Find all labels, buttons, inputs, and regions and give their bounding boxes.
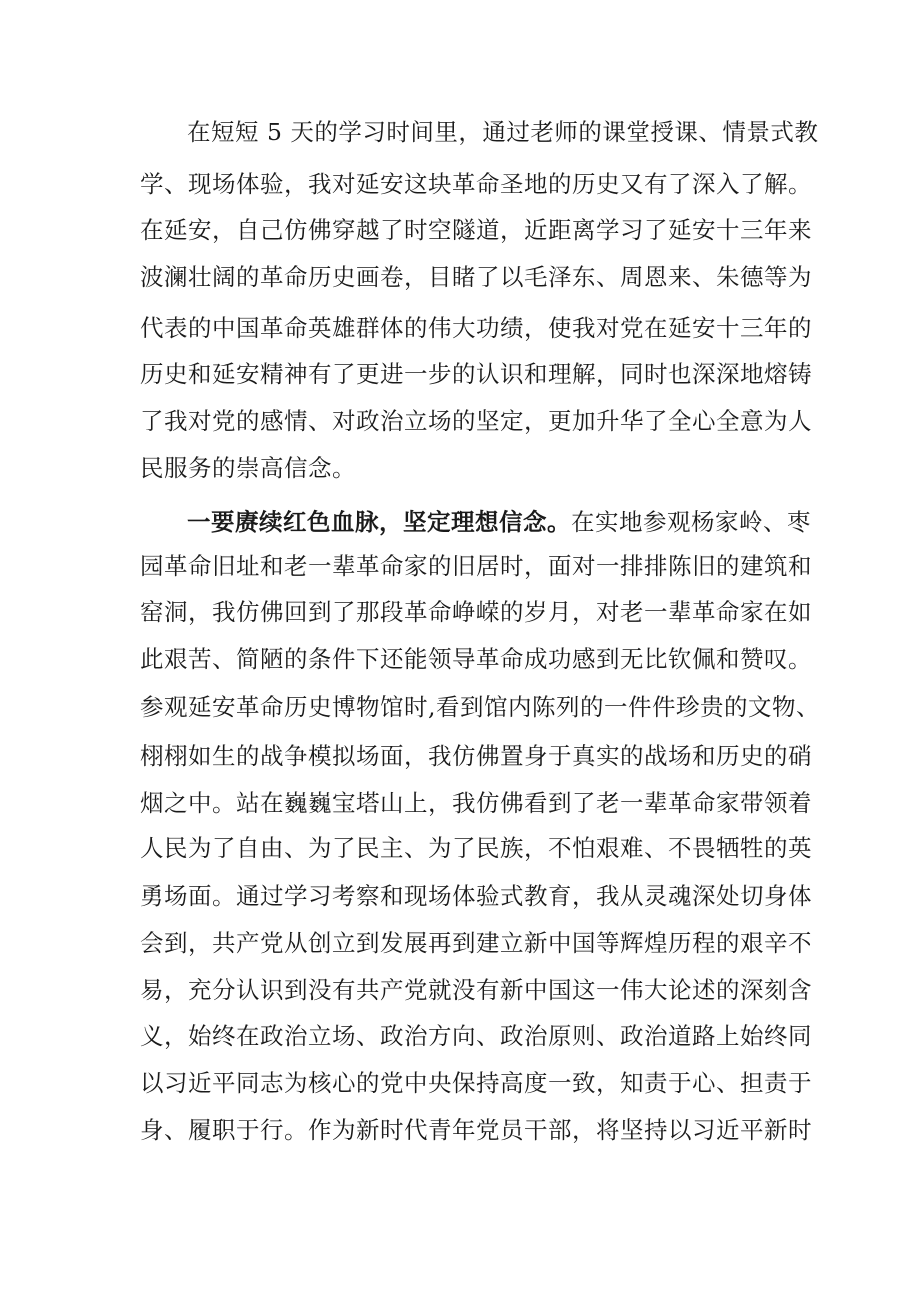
paragraph-2-heading: 一要赓续红色血脉，坚定理想信念。 <box>187 508 571 536</box>
paragraph-2-line-10: 会到，共产党从创立到发展再到建立新中国等辉煌历程的艰辛不 <box>140 929 812 957</box>
paragraph-2-line-12: 义，始终在政治立场、政治方向、政治原则、政治道路上始终同 <box>140 1022 812 1050</box>
paragraph-1-line-3: 在延安，自己仿佛穿越了时空隧道，近距离学习了延安十三年来 <box>140 216 812 244</box>
paragraph-2-line-1-rest: 在实地参观杨家岭、枣 <box>571 508 811 536</box>
paragraph-1-line-5: 代表的中国革命英雄群体的伟大功绩，使我对党在延安十三年的 <box>140 314 812 342</box>
paragraph-1-line-8: 民服务的崇高信念。 <box>140 454 356 482</box>
paragraph-2-line-4: 此艰苦、简陋的条件下还能领导革命成功感到无比钦佩和赞叹。 <box>140 645 812 673</box>
paragraph-2-line-13: 以习近平同志为核心的党中央保持高度一致，知责于心、担责于 <box>140 1069 812 1097</box>
paragraph-1-line-7: 了我对党的感情、对政治立场的坚定，更加升华了全心全意为人 <box>140 407 812 435</box>
paragraph-2-line-3: 窑洞，我仿佛回到了那段革命峥嵘的岁月，对老一辈革命家在如 <box>140 598 812 626</box>
paragraph-2-line-9: 勇场面。通过学习考察和现场体验式教育，我从灵魂深处切身体 <box>140 882 812 910</box>
paragraph-1-line-1: 在短短 5 天的学习时间里，通过老师的课堂授课、情景式教 <box>187 118 819 146</box>
paragraph-1-line-2: 学、现场体验，我对延安这块革命圣地的历史又有了深入了解。 <box>140 170 812 198</box>
paragraph-2-line-6: 栩栩如生的战争模拟场面，我仿佛置身于真实的战场和历史的硝 <box>140 742 812 770</box>
paragraph-2-line-8: 人民为了自由、为了民主、为了民族，不怕艰难、不畏牺牲的英 <box>140 834 812 862</box>
paragraph-2-line-7: 烟之中。站在巍巍宝塔山上，我仿佛看到了老一辈革命家带领着 <box>140 789 812 817</box>
paragraph-1-line-6: 历史和延安精神有了更进一步的认识和理解，同时也深深地熔铸 <box>140 360 812 388</box>
paragraph-1-line-4: 波澜壮阔的革命历史画卷，目睹了以毛泽东、周恩来、朱德等为 <box>140 263 812 291</box>
paragraph-2-line-2: 园革命旧址和老一辈革命家的旧居时，面对一排排陈旧的建筑和 <box>140 552 812 580</box>
paragraph-2-line-1 <box>187 502 811 542</box>
paragraph-2-line-11: 易，充分认识到没有共产党就没有新中国这一伟大论述的深刻含 <box>140 976 812 1004</box>
paragraph-2-line-5: 参观延安革命历史博物馆时,看到馆内陈列的一件件珍贵的文物、 <box>140 693 820 721</box>
paragraph-2-line-14: 身、履职于行。作为新时代青年党员干部，将坚持以习近平新时 <box>140 1116 812 1144</box>
